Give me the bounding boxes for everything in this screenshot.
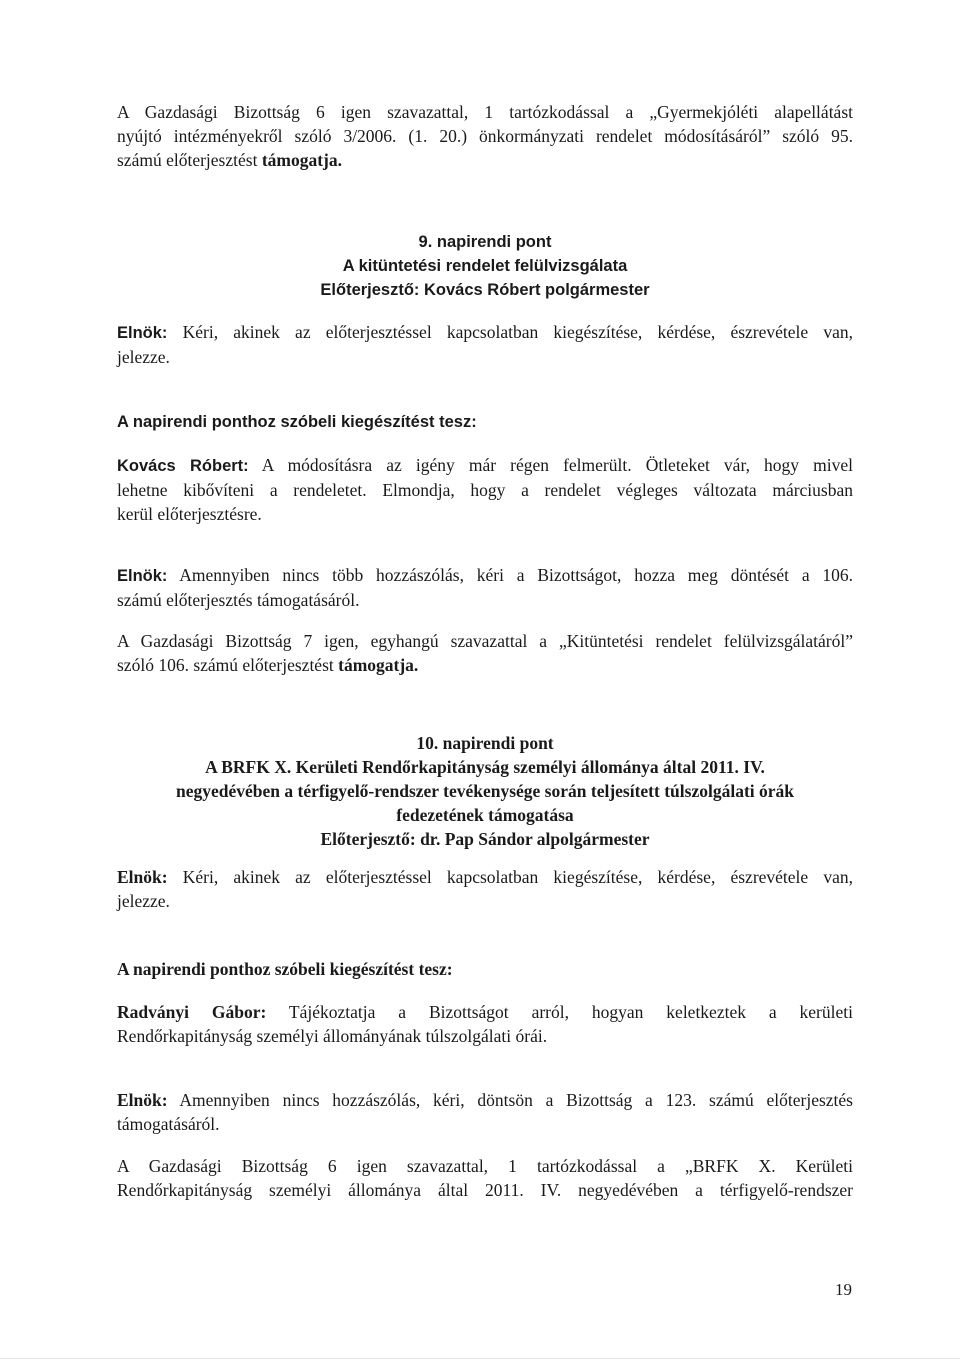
text-span: A módosításra az igény már régen felmerült. Ötleteket vár, hogy mivel xyxy=(248,455,853,475)
paragraph-chair-decision-request-2 xyxy=(117,1088,853,1136)
agenda-number: 10. napirendi pont xyxy=(416,733,554,753)
text-line: Rendőrkapitányság személyi állománya által 2011. IV. negyedévében a térfigyelő-rendszer xyxy=(117,1180,853,1200)
text-line xyxy=(117,1000,853,1024)
text-line: nyújtó intézményekről szóló 3/2006. (1. 20.) önkormányzati rendelet módosításáról” szóló 95. xyxy=(117,126,853,146)
paragraph-chair-decision-request xyxy=(117,563,853,612)
paragraph-radvanyi-statement xyxy=(117,1000,853,1048)
text-line: támogatásáról. xyxy=(117,1114,220,1134)
speaker-name: Elnök: xyxy=(117,1090,168,1110)
text-line xyxy=(117,563,853,588)
agenda-item-10-heading xyxy=(117,731,853,851)
heading-text: A napirendi ponthoz szóbeli kiegészítést tesz: xyxy=(117,959,453,979)
paragraph-committee-decision-123 xyxy=(117,1154,853,1202)
text-line: A Gazdasági Bizottság 6 igen szavazattal, 1 tartózkodással a „Gyermekjóléti alapellátást xyxy=(117,102,853,122)
page-number: 19 xyxy=(835,1280,852,1299)
text-span: Kéri, akinek az előterjesztéssel kapcsolatban kiegészítése, kérdése, észrevétele van, xyxy=(167,867,853,887)
agenda-presenter: Előterjesztő: Kovács Róbert polgármester xyxy=(320,281,650,299)
section-heading-verbal-supplement xyxy=(117,410,853,434)
text-line: jelezze. xyxy=(117,347,170,367)
text-span: számú előterjesztést xyxy=(117,150,262,170)
speaker-name: Elnök: xyxy=(117,324,168,342)
agenda-number: 9. napirendi pont xyxy=(418,233,552,251)
speaker-name: Radványi Gábor: xyxy=(117,1002,267,1022)
agenda-title-line: A BRFK X. Kerületi Rendőrkapitányság személyi állománya által 2011. IV. xyxy=(205,757,765,777)
text-line xyxy=(117,453,853,478)
text-line: számú előterjesztés támogatásáról. xyxy=(117,590,360,610)
text-line: Rendőrkapitányság személyi állományának túlszolgálati órái. xyxy=(117,1026,548,1046)
text-line: kerül előterjesztésre. xyxy=(117,504,262,524)
text-span: Amennyiben nincs több hozzászólás, kéri a Bizottságot, hozza meg döntését a 106. xyxy=(167,565,853,585)
agenda-title-line: negyedévében a térfigyelő-rendszer tevékenysége során teljesített túlszolgálati órák xyxy=(175,781,795,801)
text-line: A Gazdasági Bizottság 6 igen szavazattal, 1 tartózkodással a „BRFK X. Kerületi xyxy=(117,1156,853,1176)
text-line xyxy=(117,653,853,677)
text-span: Tájékoztatja a Bizottságot arról, hogyan keletkeztek a kerületi xyxy=(266,1002,853,1022)
speaker-name: Elnök: xyxy=(117,567,168,585)
bottom-scan-edge xyxy=(0,1358,960,1359)
speaker-name: Elnök: xyxy=(117,867,168,887)
speaker-name: Kovács Róbert: xyxy=(117,457,249,475)
text-line xyxy=(117,148,853,172)
text-line xyxy=(117,320,853,345)
agenda-title: A kitüntetési rendelet felülvizsgálata xyxy=(342,257,628,275)
paragraph-kovacs-statement xyxy=(117,453,853,526)
text-span: Amennyiben nincs hozzászólás, kéri, döntsön a Bizottság a 123. számú előterjesztés xyxy=(167,1090,853,1110)
text-span: szóló 106. számú előterjesztést xyxy=(117,655,339,675)
heading-text: A napirendi ponthoz szóbeli kiegészítést tesz: xyxy=(117,413,477,431)
paragraph-chair-request xyxy=(117,320,853,369)
bold-span: támogatja. xyxy=(338,655,419,675)
text-line: jelezze. xyxy=(117,891,170,911)
paragraph-committee-decision-95 xyxy=(117,100,853,172)
agenda-presenter: Előterjesztő: dr. Pap Sándor alpolgármester xyxy=(320,829,650,849)
paragraph-committee-decision-106 xyxy=(117,629,853,677)
section-heading-verbal-supplement-2 xyxy=(117,957,853,981)
agenda-title-line: fedezetének támogatása xyxy=(396,805,574,825)
text-line: A Gazdasági Bizottság 7 igen, egyhangú szavazattal a „Kitüntetési rendelet felülvizsgálatáról” xyxy=(117,631,853,651)
agenda-item-9-heading xyxy=(117,230,853,302)
bold-span: támogatja. xyxy=(261,150,342,170)
text-line: lehetne kibővíteni a rendeletet. Elmondja, hogy a rendelet végleges változata márciusban xyxy=(117,480,853,500)
text-line xyxy=(117,1088,853,1112)
paragraph-chair-request-2 xyxy=(117,865,853,913)
text-span: Kéri, akinek az előterjesztéssel kapcsolatban kiegészítése, kérdése, észrevétele van, xyxy=(167,322,853,342)
text-line xyxy=(117,865,853,889)
